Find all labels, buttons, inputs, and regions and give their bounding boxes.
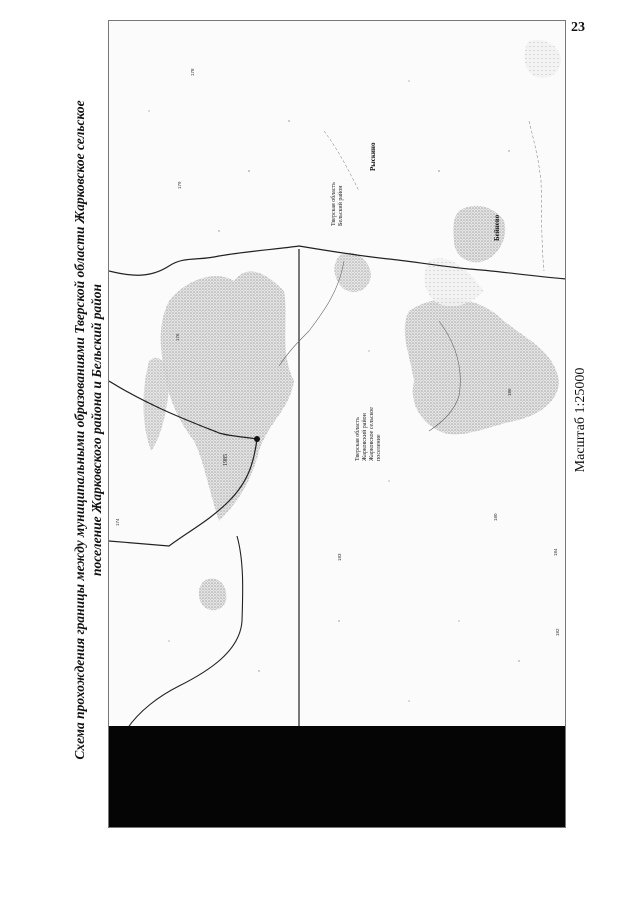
svg-text:Тверская область: Тверская область <box>331 182 337 226</box>
svg-text:Тверская область: Тверская область <box>355 417 361 461</box>
page-title-container <box>68 80 108 780</box>
boundary-line <box>127 536 243 729</box>
scale-container <box>566 320 596 520</box>
forest-area <box>199 579 227 611</box>
forest-area <box>334 253 371 292</box>
forest-area <box>524 40 561 78</box>
boundary-map <box>108 20 566 828</box>
region-label-zharkovsky <box>354 407 382 461</box>
svg-text:184: 184 <box>553 548 558 556</box>
point-label <box>223 454 229 466</box>
svg-text:176: 176 <box>175 333 180 341</box>
svg-text:179: 179 <box>177 181 182 189</box>
svg-text:Жарковское сельское: Жарковское сельское <box>369 407 375 461</box>
map-scale: Масштаб 1:25000 <box>573 367 588 473</box>
forest-area <box>405 299 559 435</box>
region-label-belsky <box>330 182 344 226</box>
svg-text:поселение: поселение <box>376 434 382 461</box>
svg-text:183: 183 <box>337 553 342 561</box>
svg-text:1985: 1985 <box>223 454 229 466</box>
page-number: 23 <box>571 20 585 35</box>
svg-text:Бельский район: Бельский район <box>338 185 344 226</box>
black-scan-band <box>109 726 566 828</box>
forest-area <box>424 258 484 306</box>
svg-text:182: 182 <box>555 628 560 636</box>
svg-text:Бейнево: Бейнево <box>493 214 501 241</box>
forest-area <box>143 358 169 451</box>
svg-text:186: 186 <box>507 388 512 396</box>
map-drawing <box>109 21 566 828</box>
forest-area <box>161 271 294 521</box>
road-line <box>324 131 359 191</box>
svg-text:Жарковский район: Жарковский район <box>362 413 368 461</box>
page-title: Схема прохождения границы между муниципальными образованиями Тверской области Жарковское сельское поселение Жарковского района и Бельский район <box>72 100 104 760</box>
road-line <box>529 121 544 271</box>
svg-text:174: 174 <box>115 518 120 526</box>
settlement-label <box>493 214 501 241</box>
svg-text:Рыскино: Рыскино <box>369 142 377 171</box>
boundary-point <box>254 436 260 442</box>
svg-text:178: 178 <box>190 68 195 76</box>
svg-text:180: 180 <box>493 513 498 521</box>
settlement-label <box>369 142 377 171</box>
road-line <box>279 261 344 366</box>
